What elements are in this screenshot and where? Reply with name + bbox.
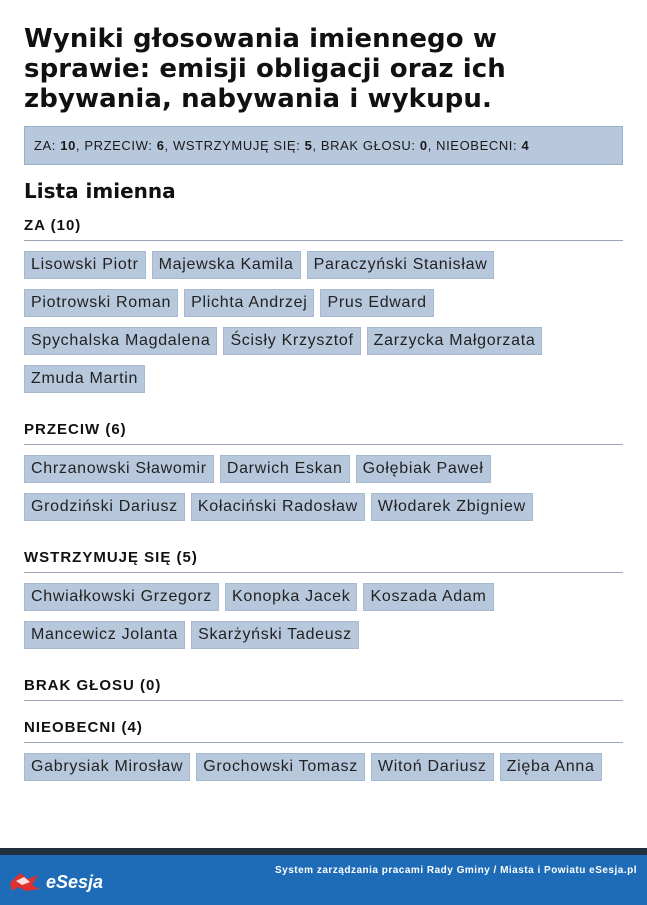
footer-logo-text: eSesja (46, 871, 104, 892)
councillor-name: Chrzanowski Sławomir (24, 455, 214, 483)
name-list (24, 753, 623, 791)
councillor-name: Grodziński Dariusz (24, 493, 185, 521)
councillor-name: Piotrowski Roman (24, 289, 178, 317)
group-heading: WSTRZYMUJĘ SIĘ (5) (24, 541, 623, 573)
councillor-name: Spychalska Magdalena (24, 327, 217, 355)
councillor-name: Gołębiak Paweł (356, 455, 491, 483)
group-heading: ZA (10) (24, 209, 623, 241)
summary-brak-value: 0 (419, 138, 428, 153)
councillor-name: Majewska Kamila (152, 251, 301, 279)
councillor-name: Zięba Anna (500, 753, 602, 781)
summary-za-label: ZA: (34, 138, 61, 153)
councillor-name: Zarzycka Małgorzata (367, 327, 543, 355)
councillor-name: Skarżyński Tadeusz (191, 621, 359, 649)
councillor-name: Gabrysiak Mirosław (24, 753, 190, 781)
summary-wstrzymuje-value: 5 (304, 138, 313, 153)
summary-przeciw-label: , PRZECIW: (75, 138, 157, 153)
summary-nieobecni-label: , NIEOBECNI: (427, 138, 522, 153)
group-heading: NIEOBECNI (4) (24, 711, 623, 743)
esesja-logo-icon (8, 869, 42, 895)
group-heading: PRZECIW (6) (24, 413, 623, 445)
group-heading: BRAK GŁOSU (0) (24, 669, 623, 701)
footer (0, 848, 647, 905)
vote-group (24, 669, 623, 701)
summary-wstrzymuje-label: , WSTRZYMUJĘ SIĘ: (164, 138, 305, 153)
councillor-name: Witoń Dariusz (371, 753, 494, 781)
footer-logo[interactable] (8, 869, 103, 895)
name-list (24, 455, 623, 531)
councillor-name: Konopka Jacek (225, 583, 358, 611)
councillor-name: Kołaciński Radosław (191, 493, 365, 521)
councillor-name: Zmuda Martin (24, 365, 145, 393)
councillor-name: Chwiałkowski Grzegorz (24, 583, 219, 611)
vote-summary (24, 126, 623, 165)
councillor-name: Darwich Eskan (220, 455, 350, 483)
vote-groups (24, 209, 623, 791)
page-title: Wyniki głosowania imiennego w sprawie: emisji obligacji oraz ich zbywania, nabywania i wykupu. (24, 24, 506, 114)
name-list (24, 251, 623, 403)
summary-nieobecni-value: 4 (521, 138, 530, 153)
vote-group (24, 209, 623, 403)
councillor-name: Lisowski Piotr (24, 251, 146, 279)
name-list (24, 583, 623, 659)
councillor-name: Mancewicz Jolanta (24, 621, 185, 649)
summary-za-value: 10 (60, 138, 76, 153)
vote-group (24, 413, 623, 531)
councillor-name: Koszada Adam (363, 583, 493, 611)
summary-brak-label: , BRAK GŁOSU: (312, 138, 420, 153)
summary-przeciw-value: 6 (156, 138, 165, 153)
councillor-name: Plichta Andrzej (184, 289, 314, 317)
councillor-name: Włodarek Zbigniew (371, 493, 533, 521)
councillor-name: Grochowski Tomasz (196, 753, 365, 781)
list-heading: Lista imienna (24, 179, 176, 203)
councillor-name: Paraczyński Stanisław (307, 251, 495, 279)
footer-system-text[interactable]: System zarządzania pracami Rady Gminy / Miasta i Powiatu eSesja.pl (274, 865, 637, 876)
vote-group (24, 541, 623, 659)
councillor-name: Ścisły Krzysztof (223, 327, 360, 355)
vote-group (24, 711, 623, 791)
councillor-name: Prus Edward (320, 289, 433, 317)
